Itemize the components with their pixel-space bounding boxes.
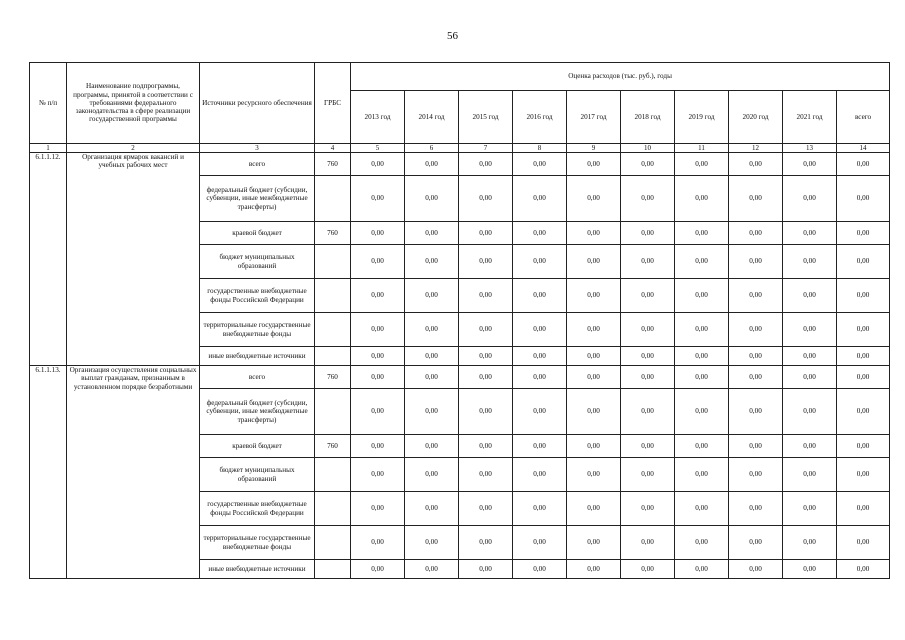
year-value: 0,00 bbox=[405, 492, 459, 526]
grbs-code bbox=[315, 279, 351, 313]
year-value: 0,00 bbox=[351, 347, 405, 366]
year-value: 0,00 bbox=[675, 279, 729, 313]
column-index: 4 bbox=[315, 144, 351, 153]
funding-source: территориальные государственные внебюджетные фонды bbox=[200, 313, 315, 347]
grbs-code: 760 bbox=[315, 366, 351, 389]
year-value: 0,00 bbox=[621, 245, 675, 279]
total-value: 0,00 bbox=[837, 366, 890, 389]
funding-source: территориальные государственные внебюджетные фонды bbox=[200, 526, 315, 560]
year-value: 0,00 bbox=[513, 435, 567, 458]
year-value: 0,00 bbox=[783, 366, 837, 389]
year-value: 0,00 bbox=[783, 222, 837, 245]
total-value: 0,00 bbox=[837, 153, 890, 176]
year-value: 0,00 bbox=[621, 389, 675, 435]
column-index-row bbox=[30, 144, 890, 153]
column-index: 2 bbox=[67, 144, 200, 153]
total-value: 0,00 bbox=[837, 435, 890, 458]
year-value: 0,00 bbox=[405, 389, 459, 435]
grbs-code bbox=[315, 313, 351, 347]
year-value: 0,00 bbox=[729, 560, 783, 579]
header-estimate: Оценка расходов (тыс. руб.), годы bbox=[351, 63, 890, 91]
column-index: 11 bbox=[675, 144, 729, 153]
program-name: Организация ярмарок вакансий и учебных рабочих мест bbox=[67, 153, 200, 366]
year-value: 0,00 bbox=[567, 560, 621, 579]
year-value: 0,00 bbox=[405, 366, 459, 389]
year-value: 0,00 bbox=[405, 222, 459, 245]
year-value: 0,00 bbox=[459, 313, 513, 347]
total-value: 0,00 bbox=[837, 492, 890, 526]
grbs-code bbox=[315, 492, 351, 526]
row-number: 6.1.1.13. bbox=[30, 366, 67, 579]
column-index: 9 bbox=[567, 144, 621, 153]
year-value: 0,00 bbox=[405, 153, 459, 176]
year-value: 0,00 bbox=[405, 435, 459, 458]
table-row bbox=[30, 366, 890, 389]
total-value: 0,00 bbox=[837, 389, 890, 435]
year-value: 0,00 bbox=[351, 176, 405, 222]
header-year: 2018 год bbox=[621, 91, 675, 144]
year-value: 0,00 bbox=[729, 279, 783, 313]
year-value: 0,00 bbox=[621, 492, 675, 526]
year-value: 0,00 bbox=[567, 347, 621, 366]
total-value: 0,00 bbox=[837, 176, 890, 222]
year-value: 0,00 bbox=[567, 153, 621, 176]
total-value: 0,00 bbox=[837, 222, 890, 245]
year-value: 0,00 bbox=[783, 526, 837, 560]
year-value: 0,00 bbox=[351, 389, 405, 435]
year-value: 0,00 bbox=[621, 458, 675, 492]
year-value: 0,00 bbox=[513, 458, 567, 492]
page-number: 56 bbox=[447, 30, 458, 42]
year-value: 0,00 bbox=[621, 222, 675, 245]
funding-source: всего bbox=[200, 153, 315, 176]
total-value: 0,00 bbox=[837, 245, 890, 279]
grbs-code bbox=[315, 458, 351, 492]
year-value: 0,00 bbox=[729, 347, 783, 366]
year-value: 0,00 bbox=[783, 389, 837, 435]
year-value: 0,00 bbox=[783, 176, 837, 222]
budget-body bbox=[30, 153, 890, 579]
year-value: 0,00 bbox=[513, 313, 567, 347]
year-value: 0,00 bbox=[513, 347, 567, 366]
year-value: 0,00 bbox=[783, 313, 837, 347]
header-year: 2016 год bbox=[513, 91, 567, 144]
year-value: 0,00 bbox=[567, 222, 621, 245]
year-value: 0,00 bbox=[459, 347, 513, 366]
year-value: 0,00 bbox=[675, 526, 729, 560]
year-value: 0,00 bbox=[513, 279, 567, 313]
year-value: 0,00 bbox=[621, 435, 675, 458]
budget-table bbox=[29, 62, 890, 579]
funding-source: краевой бюджет bbox=[200, 435, 315, 458]
year-value: 0,00 bbox=[405, 245, 459, 279]
year-value: 0,00 bbox=[783, 458, 837, 492]
year-value: 0,00 bbox=[783, 279, 837, 313]
grbs-code bbox=[315, 176, 351, 222]
header-year: 2014 год bbox=[405, 91, 459, 144]
header-year: 2013 год bbox=[351, 91, 405, 144]
year-value: 0,00 bbox=[621, 279, 675, 313]
year-value: 0,00 bbox=[405, 347, 459, 366]
year-value: 0,00 bbox=[459, 222, 513, 245]
year-value: 0,00 bbox=[513, 176, 567, 222]
column-index: 13 bbox=[783, 144, 837, 153]
year-value: 0,00 bbox=[459, 560, 513, 579]
year-value: 0,00 bbox=[567, 526, 621, 560]
year-value: 0,00 bbox=[567, 389, 621, 435]
row-number: 6.1.1.12. bbox=[30, 153, 67, 366]
header-grbs: ГРБС bbox=[315, 63, 351, 144]
year-value: 0,00 bbox=[351, 245, 405, 279]
year-value: 0,00 bbox=[405, 279, 459, 313]
column-index: 7 bbox=[459, 144, 513, 153]
year-value: 0,00 bbox=[459, 458, 513, 492]
year-value: 0,00 bbox=[351, 313, 405, 347]
year-value: 0,00 bbox=[621, 176, 675, 222]
year-value: 0,00 bbox=[405, 526, 459, 560]
year-value: 0,00 bbox=[675, 176, 729, 222]
year-value: 0,00 bbox=[351, 526, 405, 560]
year-value: 0,00 bbox=[675, 560, 729, 579]
year-value: 0,00 bbox=[513, 560, 567, 579]
year-value: 0,00 bbox=[675, 458, 729, 492]
funding-source: бюджет муниципальных образований bbox=[200, 245, 315, 279]
total-value: 0,00 bbox=[837, 458, 890, 492]
year-value: 0,00 bbox=[513, 366, 567, 389]
year-value: 0,00 bbox=[729, 435, 783, 458]
header-year: 2015 год bbox=[459, 91, 513, 144]
year-value: 0,00 bbox=[783, 435, 837, 458]
year-value: 0,00 bbox=[675, 435, 729, 458]
year-value: 0,00 bbox=[675, 366, 729, 389]
header-year: 2021 год bbox=[783, 91, 837, 144]
year-value: 0,00 bbox=[567, 492, 621, 526]
year-value: 0,00 bbox=[567, 279, 621, 313]
year-value: 0,00 bbox=[513, 526, 567, 560]
year-value: 0,00 bbox=[459, 245, 513, 279]
grbs-code bbox=[315, 245, 351, 279]
grbs-code bbox=[315, 347, 351, 366]
year-value: 0,00 bbox=[459, 366, 513, 389]
total-value: 0,00 bbox=[837, 313, 890, 347]
year-value: 0,00 bbox=[729, 222, 783, 245]
year-value: 0,00 bbox=[351, 458, 405, 492]
year-value: 0,00 bbox=[729, 313, 783, 347]
year-value: 0,00 bbox=[729, 176, 783, 222]
year-value: 0,00 bbox=[729, 245, 783, 279]
year-value: 0,00 bbox=[405, 176, 459, 222]
header-total: всего bbox=[837, 91, 890, 144]
year-value: 0,00 bbox=[783, 347, 837, 366]
year-value: 0,00 bbox=[729, 389, 783, 435]
year-value: 0,00 bbox=[459, 526, 513, 560]
funding-source: краевой бюджет bbox=[200, 222, 315, 245]
year-value: 0,00 bbox=[675, 153, 729, 176]
year-value: 0,00 bbox=[351, 279, 405, 313]
year-value: 0,00 bbox=[351, 560, 405, 579]
year-value: 0,00 bbox=[459, 153, 513, 176]
year-value: 0,00 bbox=[783, 153, 837, 176]
year-value: 0,00 bbox=[729, 458, 783, 492]
year-value: 0,00 bbox=[567, 435, 621, 458]
column-index: 1 bbox=[30, 144, 67, 153]
year-value: 0,00 bbox=[567, 313, 621, 347]
year-value: 0,00 bbox=[567, 176, 621, 222]
total-value: 0,00 bbox=[837, 347, 890, 366]
year-value: 0,00 bbox=[513, 153, 567, 176]
table-row bbox=[30, 153, 890, 176]
funding-source: государственные внебюджетные фонды Российской Федерации bbox=[200, 279, 315, 313]
grbs-code: 760 bbox=[315, 153, 351, 176]
year-value: 0,00 bbox=[621, 153, 675, 176]
column-index: 10 bbox=[621, 144, 675, 153]
grbs-code bbox=[315, 389, 351, 435]
year-value: 0,00 bbox=[729, 526, 783, 560]
year-value: 0,00 bbox=[513, 389, 567, 435]
year-value: 0,00 bbox=[459, 435, 513, 458]
year-value: 0,00 bbox=[567, 458, 621, 492]
header-num: № п/п bbox=[30, 63, 67, 144]
year-value: 0,00 bbox=[729, 492, 783, 526]
header-sources: Источники ресурсного обеспечения bbox=[200, 63, 315, 144]
year-value: 0,00 bbox=[729, 153, 783, 176]
year-value: 0,00 bbox=[675, 389, 729, 435]
year-value: 0,00 bbox=[513, 492, 567, 526]
year-value: 0,00 bbox=[405, 313, 459, 347]
year-value: 0,00 bbox=[675, 222, 729, 245]
year-value: 0,00 bbox=[621, 560, 675, 579]
year-value: 0,00 bbox=[351, 153, 405, 176]
funding-source: иные внебюджетные источники bbox=[200, 347, 315, 366]
column-index: 5 bbox=[351, 144, 405, 153]
year-value: 0,00 bbox=[405, 458, 459, 492]
year-value: 0,00 bbox=[405, 560, 459, 579]
column-index: 12 bbox=[729, 144, 783, 153]
year-value: 0,00 bbox=[459, 492, 513, 526]
grbs-code bbox=[315, 560, 351, 579]
year-value: 0,00 bbox=[783, 492, 837, 526]
year-value: 0,00 bbox=[621, 526, 675, 560]
grbs-code bbox=[315, 526, 351, 560]
header-name: Наименование подпрограммы, программы, принятой в соответствии с требованиями федерального законодательства в сфере реализации государственной программы bbox=[67, 63, 200, 144]
year-value: 0,00 bbox=[621, 366, 675, 389]
year-value: 0,00 bbox=[459, 389, 513, 435]
total-value: 0,00 bbox=[837, 560, 890, 579]
funding-source: федеральный бюджет (субсидии, субвенции, иные межбюджетные трансферты) bbox=[200, 389, 315, 435]
year-value: 0,00 bbox=[567, 366, 621, 389]
header-year: 2020 год bbox=[729, 91, 783, 144]
year-value: 0,00 bbox=[351, 222, 405, 245]
year-value: 0,00 bbox=[351, 435, 405, 458]
year-value: 0,00 bbox=[675, 492, 729, 526]
year-value: 0,00 bbox=[459, 279, 513, 313]
column-index: 8 bbox=[513, 144, 567, 153]
year-value: 0,00 bbox=[459, 176, 513, 222]
program-name: Организация осуществления социальных выплат гражданам, признанным в установленном порядке безработными bbox=[67, 366, 200, 579]
column-index: 3 bbox=[200, 144, 315, 153]
funding-source: бюджет муниципальных образований bbox=[200, 458, 315, 492]
year-value: 0,00 bbox=[675, 245, 729, 279]
year-value: 0,00 bbox=[621, 347, 675, 366]
funding-source: федеральный бюджет (субсидии, субвенции, иные межбюджетные трансферты) bbox=[200, 176, 315, 222]
column-index: 14 bbox=[837, 144, 890, 153]
year-value: 0,00 bbox=[729, 366, 783, 389]
year-value: 0,00 bbox=[783, 245, 837, 279]
header-year: 2019 год bbox=[675, 91, 729, 144]
year-value: 0,00 bbox=[675, 313, 729, 347]
funding-source: иные внебюджетные источники bbox=[200, 560, 315, 579]
year-value: 0,00 bbox=[567, 245, 621, 279]
total-value: 0,00 bbox=[837, 279, 890, 313]
year-value: 0,00 bbox=[783, 560, 837, 579]
year-value: 0,00 bbox=[351, 366, 405, 389]
year-value: 0,00 bbox=[351, 492, 405, 526]
grbs-code: 760 bbox=[315, 222, 351, 245]
year-value: 0,00 bbox=[621, 313, 675, 347]
year-value: 0,00 bbox=[513, 222, 567, 245]
year-value: 0,00 bbox=[513, 245, 567, 279]
column-index: 6 bbox=[405, 144, 459, 153]
year-value: 0,00 bbox=[675, 347, 729, 366]
funding-source: государственные внебюджетные фонды Российской Федерации bbox=[200, 492, 315, 526]
funding-source: всего bbox=[200, 366, 315, 389]
total-value: 0,00 bbox=[837, 526, 890, 560]
grbs-code: 760 bbox=[315, 435, 351, 458]
header-year: 2017 год bbox=[567, 91, 621, 144]
